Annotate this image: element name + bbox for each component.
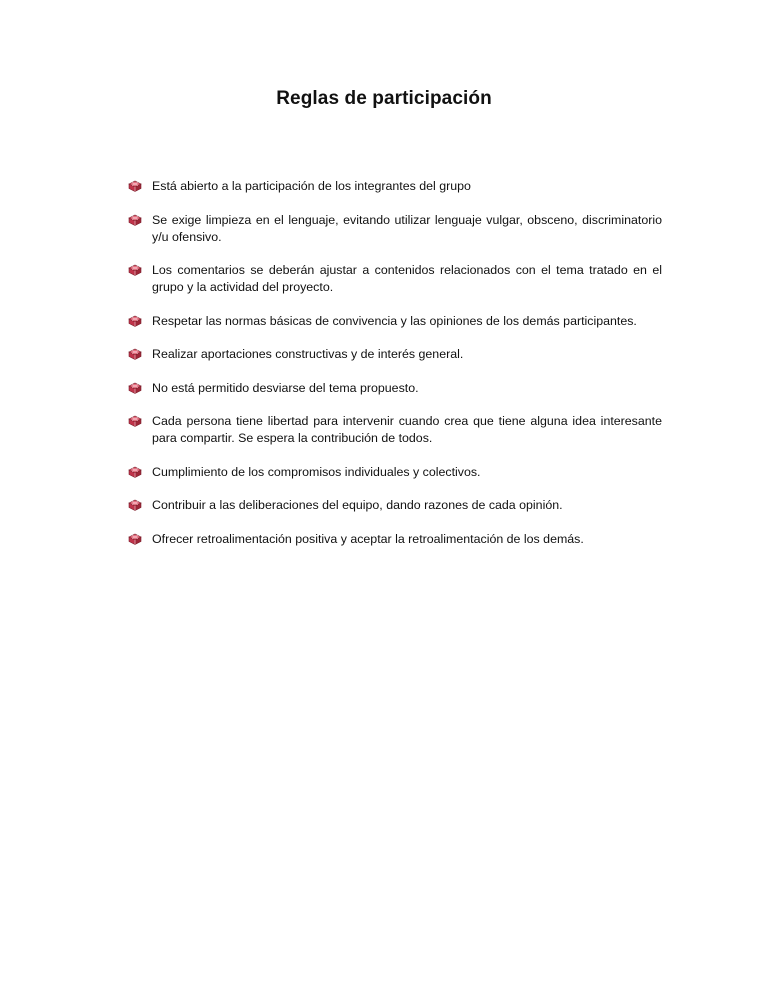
list-item: [128, 497, 662, 514]
rule-text: Contribuir a las deliberaciones del equipo, dando razones de cada opinión.: [152, 498, 563, 512]
red-gift-box-icon: [128, 415, 142, 427]
list-item: [128, 313, 662, 330]
rule-text: Cumplimiento de los compromisos individuales y colectivos.: [152, 464, 481, 479]
list-item: [128, 531, 662, 548]
list-item: [128, 262, 662, 296]
page-title: Reglas de participación: [276, 88, 492, 109]
red-gift-box-icon: [128, 264, 142, 276]
red-gift-box-icon: [128, 348, 142, 360]
red-gift-box-icon: [128, 180, 142, 192]
list-item: [128, 212, 662, 246]
rule-text: No está permitido desviarse del tema propuesto.: [152, 380, 419, 395]
list-item: [128, 346, 662, 363]
red-gift-box-icon: [128, 466, 142, 478]
list-item: [128, 380, 662, 397]
red-gift-box-icon: [128, 315, 142, 327]
rule-text: Está abierto a la participación de los integrantes del grupo: [152, 179, 471, 193]
red-gift-box-icon: [128, 533, 142, 545]
red-gift-box-icon: [128, 214, 142, 226]
rule-text: Cada persona tiene libertad para intervenir cuando crea que tiene alguna idea interesante para compartir. Se espera la contribución de todos.: [152, 414, 662, 445]
red-gift-box-icon: [128, 382, 142, 394]
rule-text: Respetar las normas básicas de convivencia y las opiniones de los demás participantes.: [152, 313, 637, 328]
rule-text: Ofrecer retroalimentación positiva y aceptar la retroalimentación de los demás.: [152, 531, 584, 546]
rule-text: Los comentarios se deberán ajustar a contenidos relacionados con el tema tratado en el grupo y la actividad del proyecto.: [152, 263, 662, 294]
rule-text: Realizar aportaciones constructivas y de interés general.: [152, 347, 464, 361]
list-item: [128, 464, 662, 481]
list-item: [128, 413, 662, 447]
rule-text: Se exige limpieza en el lenguaje, evitando utilizar lenguaje vulgar, obsceno, discriminatorio y/u ofensivo.: [152, 212, 662, 244]
list-item: [128, 178, 662, 195]
rules-list: [128, 178, 662, 564]
red-gift-box-icon: [128, 499, 142, 511]
